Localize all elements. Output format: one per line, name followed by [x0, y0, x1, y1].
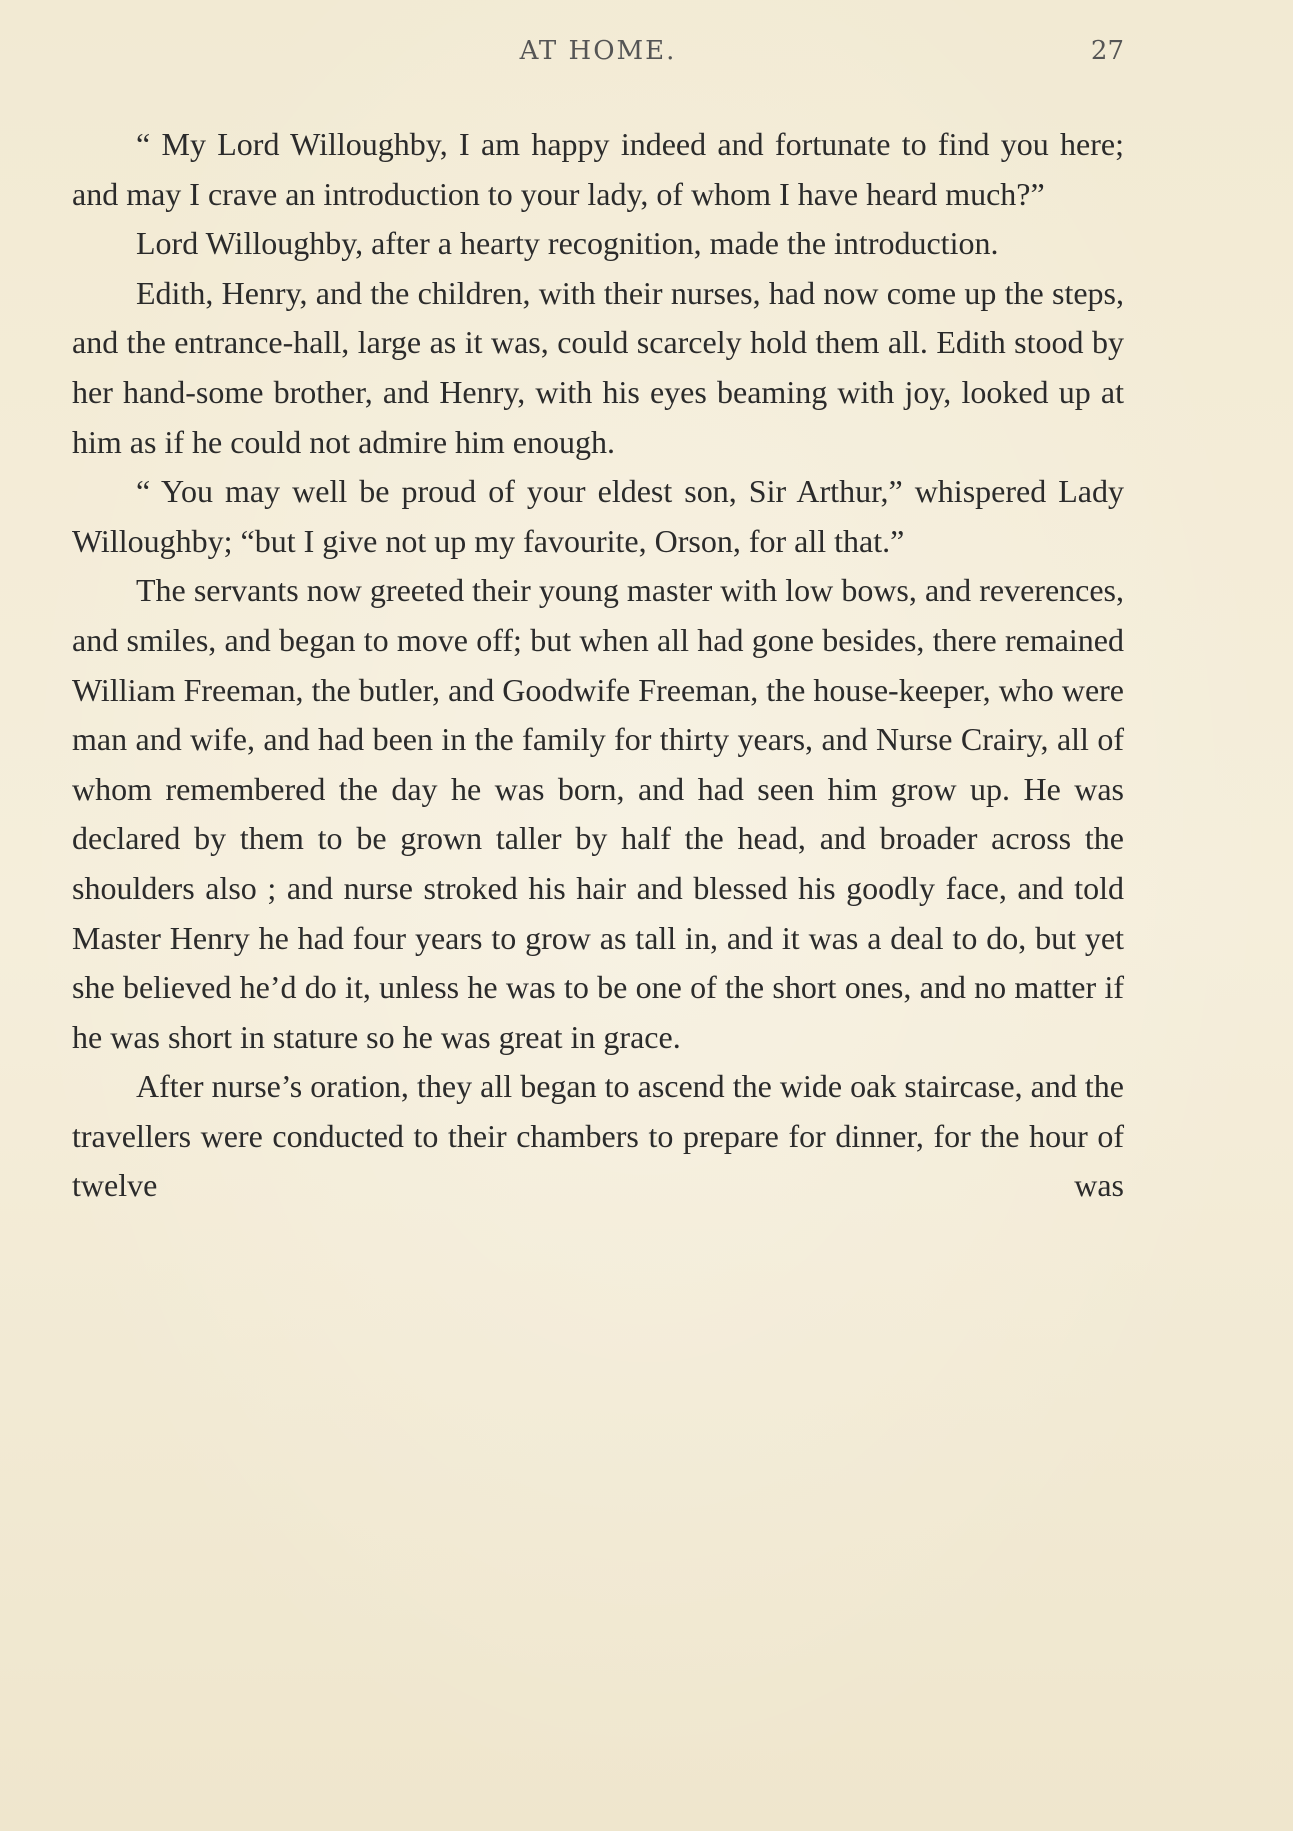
paragraph-6: After nurse’s oration, they all began to ascend the wide oak staircase, and the travellers were conducted to their chambers to prepare for dinner, for the hour of twelve was: [72, 1068, 1124, 1204]
paragraph-5: The servants now greeted their young master with low bows, and reverences, and smiles, and began to move off; but when all had gone besides, there remained William Freeman, the butler, and Goodwife Freeman, the house-keeper, who were man and wife, and had been in the family for thirty years, and Nurse Crairy, all of whom remembered the day he was born, and had seen him grow up. He was declared by them to be grown taller by half the head, and broader across the shoulders also ; and nurse stroked his hair and blessed his goodly face, and told Master Henry he had four years to grow as tall in, and it was a deal to do, but yet she believed he’d do it, unless he was to be one of the short ones, and no matter if he was short in stature so he was great in grace.: [72, 572, 1124, 1055]
page-number: 27: [1090, 36, 1124, 66]
paragraph-4: “ You may well be proud of your eldest son, Sir Arthur,” whispered Lady Willoughby; “but I give not up my favourite, Orson, for all that.”: [72, 473, 1124, 559]
paragraph-1: “ My Lord Willoughby, I am happy indeed and fortunate to find you here; and may I crave an introduction to your lady, of whom I have heard much?”: [72, 126, 1124, 212]
paragraph-2: Lord Willoughby, after a hearty recognition, made the introduction.: [136, 225, 999, 262]
paragraph-3: Edith, Henry, and the children, with their nurses, had now come up the steps, and the entrance-hall, large as it was, could scarcely hold them all. Edith stood by her hand-some brother, and Henry, with his eyes beaming with joy, looked up at him as if he could not admire him enough.: [72, 274, 1124, 460]
running-title: AT HOME.: [519, 36, 677, 66]
body-text: [72, 120, 1124, 1211]
page-header: [72, 36, 1124, 76]
